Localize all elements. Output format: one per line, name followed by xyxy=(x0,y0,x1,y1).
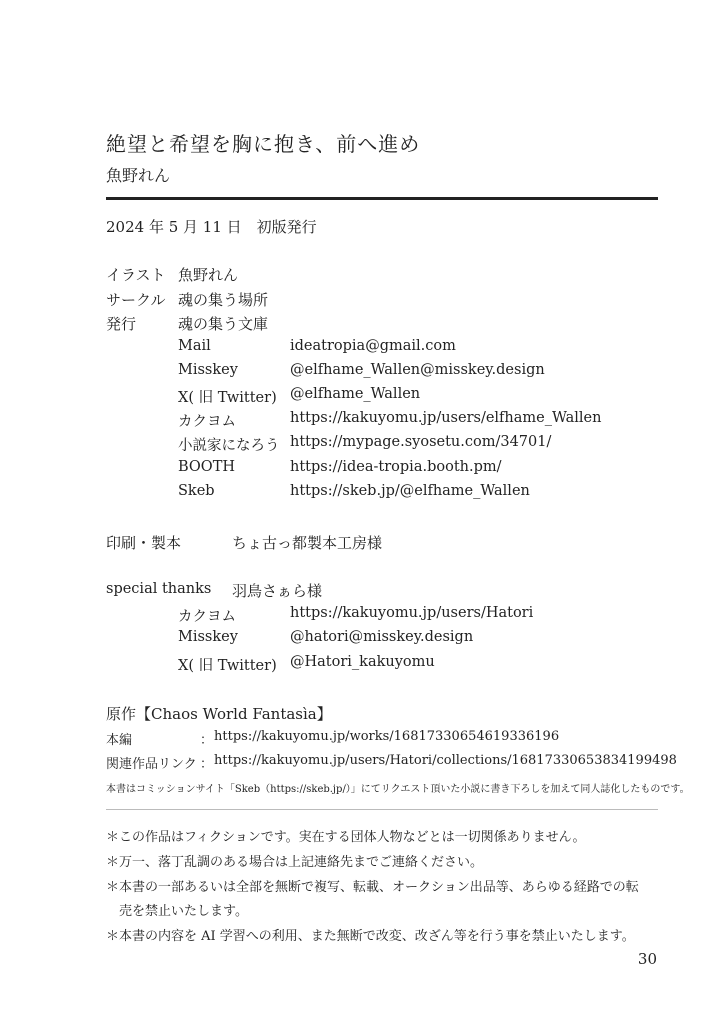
publication-date: 2024 年 5 月 11 日 初版発行 xyxy=(106,218,317,236)
credit-label: サークル xyxy=(106,291,166,309)
disclaimer-line: 売を禁止いたします。 xyxy=(106,904,248,919)
credit-value: 魂の集う場所 xyxy=(178,291,269,309)
thanks-link-label: X( 旧 Twitter) xyxy=(178,658,277,674)
special-thanks-label: special thanks xyxy=(106,581,212,597)
related-works-label: 関連作品リンク xyxy=(106,757,197,772)
contact-label: BOOTH xyxy=(178,459,236,475)
book-title: 絶望と希望を胸に抱き、前へ進め xyxy=(106,132,421,156)
credit-value: 魂の集う文庫 xyxy=(178,315,269,333)
contact-label: Skeb xyxy=(178,483,215,499)
page-number: 30 xyxy=(637,950,657,968)
contact-value: ideatropia@gmail.com xyxy=(290,338,456,354)
thanks-link-label: Misskey xyxy=(178,629,238,645)
contact-value: https://idea-tropia.booth.pm/ xyxy=(290,459,502,475)
main-story-sep: ： xyxy=(200,733,214,748)
contact-label: Mail xyxy=(178,338,211,354)
contact-label: カクヨム xyxy=(178,414,236,430)
contact-label: X( 旧 Twitter) xyxy=(178,390,277,406)
thanks-link-value: @hatori@misskey.design xyxy=(290,629,474,645)
title-divider xyxy=(106,197,658,200)
credit-value: 魚野れん xyxy=(178,266,239,284)
credit-label: 発行 xyxy=(106,315,137,333)
contact-value: @elfhame_Wallen xyxy=(290,386,421,402)
book-author: 魚野れん xyxy=(106,166,171,185)
thanks-link-label: カクヨム xyxy=(178,609,236,625)
original-heading: 原作【Chaos World Fantasìa】 xyxy=(106,705,332,723)
related-works-url: https://kakuyomu.jp/users/Hatori/collections/16817330653834199498 xyxy=(214,753,677,768)
printing-value: ちょ古っ都製本工房様 xyxy=(232,534,383,552)
disclaimer-line: ＊本書の内容を AI 学習への利用、また無断で改変、改ざん等を行う事を禁止いたします。 xyxy=(106,929,635,944)
credit-label: イラスト xyxy=(106,266,166,284)
commission-note: 本書はコミッションサイト「Skeb（https://skeb.jp/）」にてリクエスト頂いた小説に書き下ろしを加えて同人誌化したものです。 xyxy=(106,784,690,795)
disclaimer-line: ＊この作品はフィクションです。実在する団体人物などとは一切関係ありません。 xyxy=(106,830,586,845)
main-story-label: 本編 xyxy=(106,733,133,748)
main-story-url: https://kakuyomu.jp/works/16817330654619336196 xyxy=(214,729,560,744)
disclaimer-line: ＊本書の一部あるいは全部を無断で複写、転載、オークション出品等、あらゆる経路での転 xyxy=(106,880,639,895)
contact-value: https://kakuyomu.jp/users/elfhame_Wallen xyxy=(290,410,602,426)
contact-label: Misskey xyxy=(178,362,238,378)
thanks-link-value: @Hatori_kakuyomu xyxy=(290,654,435,670)
printing-label: 印刷・製本 xyxy=(106,534,182,552)
related-works-sep: ： xyxy=(200,757,214,772)
contact-value: @elfhame_Wallen@misskey.design xyxy=(290,362,545,378)
notes-divider xyxy=(106,809,658,810)
special-thanks-name: 羽鳥さぁら様 xyxy=(232,582,323,600)
disclaimer-line: ＊万一、落丁乱調のある場合は上記連絡先までご連絡ください。 xyxy=(106,855,484,870)
contact-value: https://mypage.syosetu.com/34701/ xyxy=(290,434,552,450)
contact-value: https://skeb.jp/@elfhame_Wallen xyxy=(290,483,530,499)
thanks-link-value: https://kakuyomu.jp/users/Hatori xyxy=(290,605,534,621)
contact-label: 小説家になろう xyxy=(178,438,280,454)
